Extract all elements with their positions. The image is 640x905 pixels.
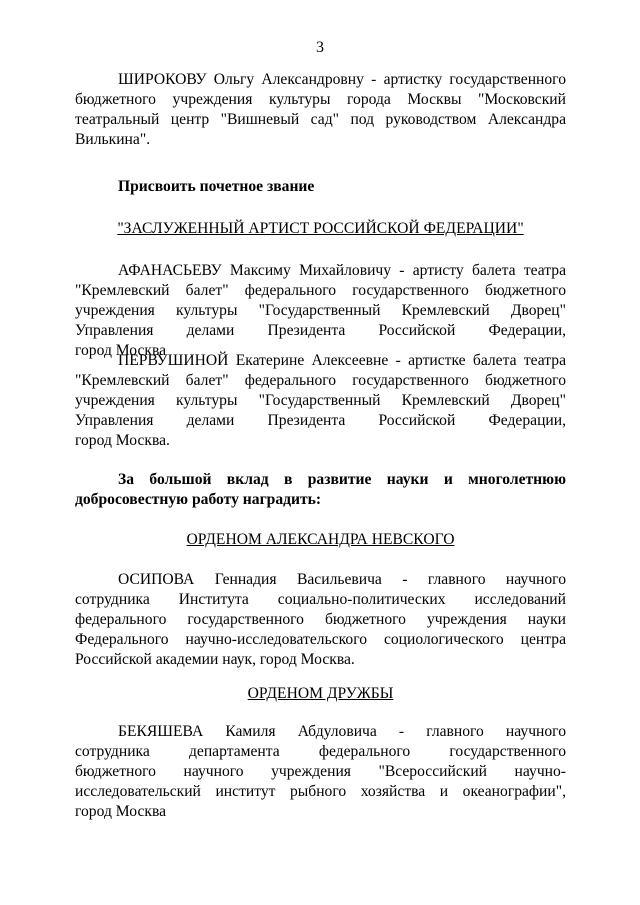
award-intro: Присвоить почетное звание — [118, 178, 315, 195]
entry-line: БЕКЯШЕВА Камиля Абдуловича - главного научного — [118, 723, 566, 740]
award-entry-afanasyev — [75, 261, 566, 361]
award-entry-shirokova — [75, 70, 566, 150]
order-heading-friendship: ОРДЕНОМ ДРУЖБЫ — [247, 685, 394, 702]
entry-line: АФАНАСЬЕВУ Максиму Михайловичу - артисту балета театра — [118, 262, 566, 279]
entry-line: "Кремлевский балет" федерального государственного бюджетного — [75, 372, 566, 389]
entry-line: город Москва — [75, 803, 167, 820]
entry-line: "Кремлевский балет" федерального государственного бюджетного — [75, 282, 566, 299]
entry-line: город Москва — [75, 342, 167, 359]
page-number: 3 — [316, 39, 324, 56]
award-entry-pervushina — [75, 351, 566, 451]
entry-line: Российской академии наук, город Москва. — [75, 651, 355, 668]
entry-line: Федерального научно-исследовательского социологического центра — [75, 631, 566, 648]
entry-line: бюджетного научного учреждения "Всероссийский научно- — [75, 763, 566, 780]
award-entry-osipov — [75, 570, 566, 670]
entry-line: сотрудника Института социально-политических исследований — [75, 591, 566, 608]
entry-line: ШИРОКОВУ Ольгу Александровну - артистку государственного — [118, 71, 566, 88]
decree-intro-line: добросовестную работу наградить: — [75, 491, 322, 508]
order-heading-nevsky: ОРДЕНОМ АЛЕКСАНДРА НЕВСКОГО — [186, 531, 455, 548]
entry-line: федерального государственного бюджетного учреждения науки — [75, 611, 566, 628]
entry-line: ПЕРВУШИНОЙ Екатерине Алексеевне - артистке балета театра — [118, 352, 566, 369]
honorary-title-heading: "ЗАСЛУЖЕННЫЙ АРТИСТ РОССИЙСКОЙ ФЕДЕРАЦИИ" — [117, 220, 524, 237]
entry-line: Вилькина". — [75, 131, 151, 148]
entry-line: сотрудника департамента федерального государственного — [75, 743, 566, 760]
entry-line: ОСИПОВА Геннадия Васильевича - главного научного — [118, 571, 566, 588]
entry-line: исследовательский институт рыбного хозяйства и океанографии", — [75, 783, 566, 800]
entry-line: театральный центр "Вишневый сад" под руководством Александра — [75, 111, 566, 128]
entry-line: Управления делами Президента Российской Федерации, — [75, 412, 566, 429]
entry-line: учреждения культуры "Государственный Кремлевский Дворец" — [75, 392, 566, 409]
decree-intro — [75, 470, 566, 510]
entry-line: учреждения культуры "Государственный Кремлевский Дворец" — [75, 302, 566, 319]
entry-line: Управления делами Президента Российской Федерации, — [75, 322, 566, 339]
entry-line: бюджетного учреждения культуры города Москвы "Московский — [75, 91, 566, 108]
entry-line: город Москва. — [75, 432, 170, 449]
decree-intro-line: За большой вклад в развитие науки и многолетнюю — [118, 471, 566, 488]
award-entry-bekyashev — [75, 722, 566, 822]
